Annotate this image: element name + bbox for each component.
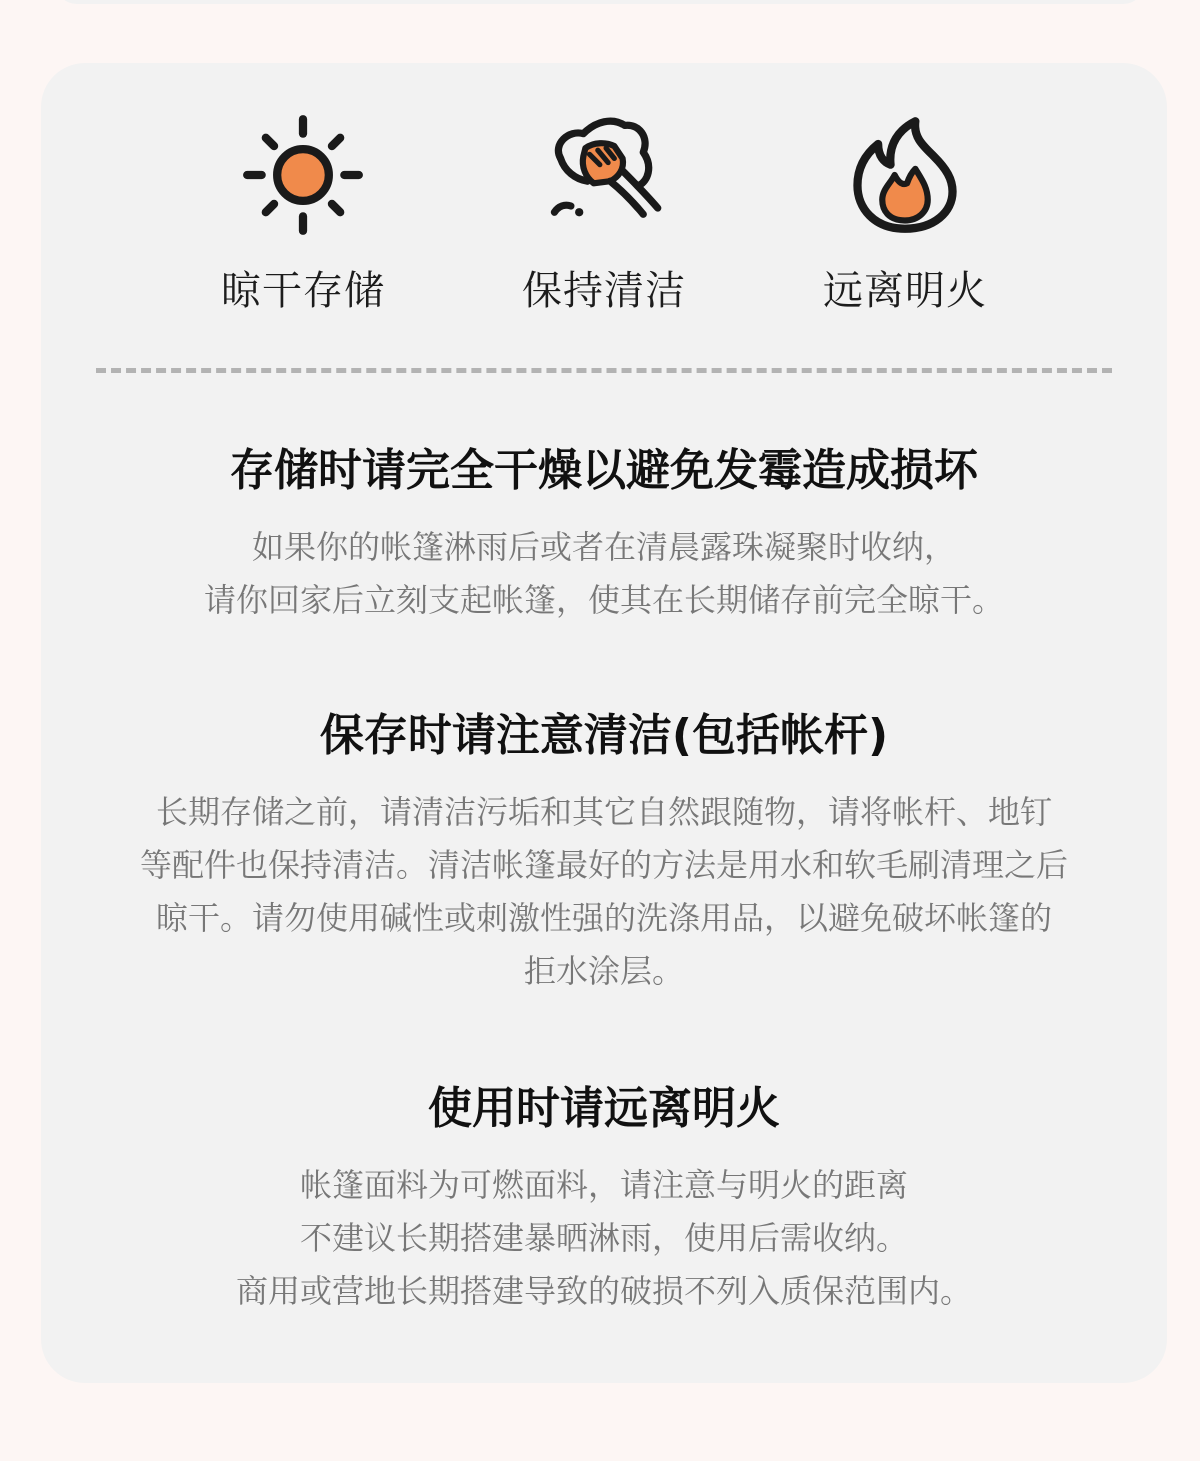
section-dry-storage	[61, 439, 1147, 627]
body-line: 拒水涂层。	[523, 952, 684, 990]
body-line: 如果你的帐篷淋雨后或者在清晨露珠凝聚时收纳，	[251, 528, 956, 566]
cleaning-hand-icon	[542, 113, 666, 237]
fire-icon	[843, 113, 967, 237]
body-line: 长期存储之前，请清洁污垢和其它自然跟随物，请将帐杆、地钉	[155, 793, 1052, 831]
section-keep-clean	[61, 704, 1147, 998]
sun-icon	[241, 113, 365, 237]
away-from-fire-item	[785, 113, 1025, 316]
dry-storage-label: 晾干存储	[221, 268, 385, 314]
keep-clean-item	[484, 113, 724, 316]
body-line: 不建议长期搭建暴晒淋雨，使用后需收纳。	[299, 1219, 908, 1257]
section-title: 保存时请注意清洁(包括帐杆)	[319, 710, 889, 761]
previous-card-edge	[55, 0, 1145, 4]
section-body	[61, 1159, 1147, 1318]
body-line: 晾干。请勿使用碱性或刺激性强的洗涤用品，以避免破坏帐篷的	[155, 899, 1052, 937]
dashed-divider	[96, 368, 1112, 373]
section-body	[61, 521, 1147, 627]
dry-storage-item	[183, 113, 423, 316]
body-line: 帐篷面料为可燃面料，请注意与明火的距离	[299, 1166, 908, 1204]
section-fire-safety	[61, 1077, 1147, 1318]
body-line: 商用或营地长期搭建导致的破损不列入质保范围内。	[235, 1272, 972, 1310]
keep-clean-label: 保持清洁	[522, 268, 686, 314]
body-line: 等配件也保持清洁。清洁帐篷最好的方法是用水和软毛刷清理之后	[139, 846, 1068, 884]
section-title: 存储时请完全干燥以避免发霉造成损坏	[230, 445, 978, 496]
body-line: 请你回家后立刻支起帐篷，使其在长期储存前完全晾干。	[203, 581, 1004, 619]
away-from-fire-label: 远离明火	[823, 268, 987, 314]
section-title: 使用时请远离明火	[428, 1083, 780, 1134]
care-instructions-card	[41, 63, 1167, 1383]
section-body	[61, 786, 1147, 998]
care-icons-row	[41, 113, 1167, 323]
